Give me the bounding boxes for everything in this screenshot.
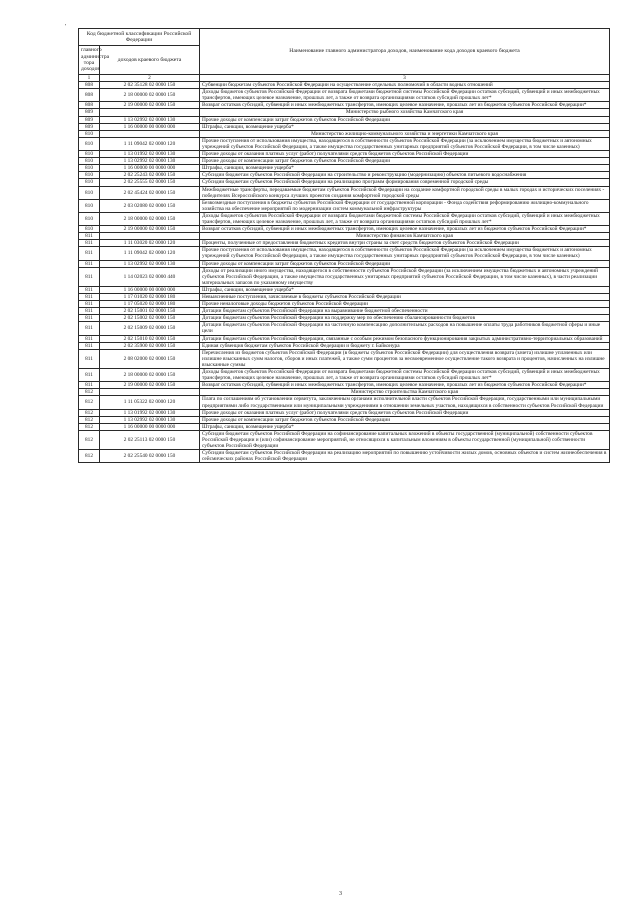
description-cell: Субсидии бюджетам субъектов Российской Федерации на строительство и реконструкцию (модернизацию) объектов питьевого водоснабжения (200, 172, 610, 179)
description-cell: Межбюджетные трансферты, передаваемые бюджетам субъектов Российской Федерации на создание комфортной городской среды в малых городах и исторических поселениях - победителях Всероссийского конкурса лучших проектов создания комфортной городской среды (200, 186, 610, 199)
admin-code-cell: 811 (79, 267, 100, 286)
table-row (79, 315, 610, 322)
income-code-cell: 2 19 00000 02 0000 150 (100, 382, 200, 389)
description-cell: Дотации бюджетам субъектов Российской Федерации на поддержку мер по обеспечению сбалансированности бюджетов (200, 315, 610, 322)
description-cell: Безвозмездные поступления в бюджеты субъектов Российской Федерации от государственной корпорации - Фонда содействия реформированию жилищно-коммунального хозяйства на обеспечение мероприятий по модернизации систем коммунальной инфраструктуры (200, 199, 610, 212)
header-row-group (79, 29, 610, 46)
income-code-cell: 2 02 15009 02 0000 150 (100, 322, 200, 335)
description-cell: Возврат остатков субсидий, субвенций и иных межбюджетных трансфертов, имеющих целевое назначение, прошлых лет из бюджетов субъектов Российской Федерации* (200, 382, 610, 389)
description-cell: Прочие доходы от компенсации затрат бюджетов субъектов Российской Федерации (200, 260, 610, 267)
description-cell: Штрафы, санкции, возмещение ущерба* (200, 123, 610, 130)
table-row (79, 199, 610, 212)
col-number-3: 3 (200, 75, 610, 82)
income-code-cell: 1 13 01992 02 0000 130 (100, 409, 200, 416)
admin-code-cell: 811 (79, 308, 100, 315)
income-code-cell: 2 02 45424 02 0000 150 (100, 186, 200, 199)
income-code-cell: 1 13 02992 02 0000 130 (100, 116, 200, 123)
income-code-cell: 2 19 00000 02 0000 150 (100, 226, 200, 233)
description-cell: Штрафы, санкции, возмещение ущерба* (200, 286, 610, 293)
table-row (79, 212, 610, 225)
income-code-cell: 1 16 00000 00 0000 000 (100, 423, 200, 430)
description-cell: Штрафы, санкции, возмещение ущерба* (200, 165, 610, 172)
ministry-row (79, 130, 610, 137)
description-cell: Прочие поступления от использования имущества, находящегося в собственности субъектов Российской Федерации (за исключением имущества бюджетных и автономных учреждений субъектов Российской Федерации, а также имущества государственных унитарных предприятий субъектов Российской Федерации, в том числе казенных) (200, 137, 610, 150)
income-code-cell: 2 02 15010 02 0000 150 (100, 335, 200, 342)
description-cell: Дотации бюджетам субъектов Российской Федерации, связанные с особым режимом безопасного функционирования закрытых административно-территориальных образований (200, 335, 610, 342)
table-row (79, 260, 610, 267)
admin-code-cell: 810 (79, 172, 100, 179)
admin-code-cell: 810 (79, 179, 100, 186)
table-row (79, 409, 610, 416)
income-code-cell: 1 11 09042 02 0000 120 (100, 247, 200, 260)
admin-code-cell: 811 (79, 286, 100, 293)
admin-code-cell: 810 (79, 186, 100, 199)
description-cell: Прочие неналоговые доходы бюджетов субъектов Российской Федерации (200, 301, 610, 308)
admin-code-cell: 811 (79, 240, 100, 247)
income-code-cell: 1 11 09042 02 0000 120 (100, 137, 200, 150)
admin-code-cell: 811 (79, 335, 100, 342)
admin-code-cell: 811 (79, 382, 100, 389)
table-row (79, 165, 610, 172)
table-row (79, 335, 610, 342)
table-row (79, 349, 610, 368)
income-code-cell: 2 02 25113 02 0000 150 (100, 430, 200, 449)
income-code-cell: 1 13 01992 02 0000 130 (100, 151, 200, 158)
income-code-cell: 1 11 05322 02 0000 120 (100, 396, 200, 409)
table-row (79, 151, 610, 158)
admin-code-cell: 809 (79, 123, 100, 130)
income-code-cell (100, 109, 200, 116)
income-code-cell: 1 16 00000 00 0000 000 (100, 286, 200, 293)
table-row (79, 308, 610, 315)
table-row (79, 267, 610, 286)
column-number-row (79, 75, 610, 82)
description-cell: Прочие доходы от оказания платных услуг (работ) получателями средств бюджетов субъектов Российской Федерации (200, 409, 610, 416)
admin-code-cell: 810 (79, 165, 100, 172)
admin-code-cell: 812 (79, 396, 100, 409)
admin-code-cell: 810 (79, 158, 100, 165)
admin-code-cell: 811 (79, 315, 100, 322)
income-code-cell: 1 13 02992 02 0000 130 (100, 260, 200, 267)
page-number: 3 (339, 891, 342, 897)
description-cell: Возврат остатков субсидий, субвенций и иных межбюджетных трансфертов, имеющих целевое назначение, прошлых лет из бюджетов субъектов Российской Федерации* (200, 102, 610, 109)
description-cell: Доходы бюджетов субъектов Российской Федерации от возврата бюджетами бюджетной системы Российской Федерации остатков субсидий, субвенций и иных межбюджетных трансфертов, имеющих целевое назначение, прошлых лет, а также от возврата организациями остатков субсидий прошлых лет* (200, 212, 610, 225)
admin-code-cell: 810 (79, 199, 100, 212)
description-cell: Проценты, полученные от предоставления бюджетных кредитов внутри страны за счет средств бюджетов субъектов Российской Федерации (200, 240, 610, 247)
description-cell: Субсидии бюджетам субъектов Российской Федерации на реализацию программ формирования современной городской среды (200, 179, 610, 186)
admin-code-cell: 810 (79, 226, 100, 233)
table-row (79, 423, 610, 430)
admin-code-cell: 812 (79, 389, 100, 396)
admin-code-cell: 812 (79, 430, 100, 449)
header-name-cell: Наименование главного администратора доходов, наименование кода доходов краевого бюджета (200, 29, 610, 75)
table-row (79, 369, 610, 382)
income-code-cell: 1 13 02992 02 0000 130 (100, 416, 200, 423)
admin-code-cell: 808 (79, 89, 100, 102)
income-code-cell: 2 02 15001 02 0000 150 (100, 308, 200, 315)
table-row (79, 82, 610, 89)
budget-table-sheet (78, 28, 610, 463)
income-code-cell: 1 17 05020 02 0000 180 (100, 301, 200, 308)
col-number-1: 1 (79, 75, 100, 82)
table-row (79, 247, 610, 260)
admin-code-cell: 811 (79, 369, 100, 382)
income-code-cell: 2 02 35128 02 0000 150 (100, 82, 200, 89)
income-code-cell: 1 14 02023 02 0000 440 (100, 267, 200, 286)
income-code-cell: 2 02 25555 02 0000 150 (100, 179, 200, 186)
margin-mark: ' (65, 24, 67, 30)
table-row (79, 89, 610, 102)
admin-code-cell: 810 (79, 130, 100, 137)
description-cell: Доходы бюджетов субъектов Российской Федерации от возврата бюджетами бюджетной системы Российской Федерации остатков субсидий, субвенций и иных межбюджетных трансфертов, имеющих целевое назначение, прошлых лет, а также от возврата организациями остатков субсидий прошлых лет* (200, 89, 610, 102)
admin-code-cell: 811 (79, 301, 100, 308)
table-row (79, 158, 610, 165)
table-row (79, 416, 610, 423)
income-code-cell: 2 18 00000 02 0000 150 (100, 212, 200, 225)
admin-code-cell: 812 (79, 409, 100, 416)
table-row (79, 450, 610, 463)
header-group-cell: Код бюджетной классификации Российской Федерации (79, 29, 200, 46)
description-cell: Штрафы, санкции, возмещение ущерба* (200, 423, 610, 430)
income-code-cell: 1 17 01020 02 0000 180 (100, 294, 200, 301)
admin-code-cell: 811 (79, 294, 100, 301)
description-cell: Министерство жилищно-коммунального хозяйства и энергетики Камчатского края (200, 130, 610, 137)
income-code-cell: 2 03 02080 02 0000 150 (100, 199, 200, 212)
description-cell: Невыясненные поступления, зачисляемые в бюджеты субъектов Российской Федерации (200, 294, 610, 301)
income-code-cell: 1 16 00000 00 0000 000 (100, 165, 200, 172)
table-row (79, 123, 610, 130)
description-cell: Прочие доходы от компенсации затрат бюджетов субъектов Российской Федерации (200, 116, 610, 123)
table-row (79, 294, 610, 301)
income-code-cell: 2 02 25243 02 0000 150 (100, 172, 200, 179)
table-row (79, 286, 610, 293)
table-row (79, 430, 610, 449)
admin-code-cell: 811 (79, 349, 100, 368)
description-cell: Прочие доходы от оказания платных услуг (работ) получателями средств бюджетов субъектов Российской Федерации (200, 151, 610, 158)
table-row (79, 226, 610, 233)
description-cell: Министерство рыбного хозяйства Камчатского края (200, 109, 610, 116)
admin-code-cell: 811 (79, 342, 100, 349)
income-code-cell: 2 18 00000 02 0000 150 (100, 369, 200, 382)
description-cell: Доходы бюджетов субъектов Российской Федерации от возврата бюджетами бюджетной системы Российской Федерации остатков субсидий, субвенций и иных межбюджетных трансфертов, имеющих целевое назначение, прошлых лет, а также от возврата организациями остатков субсидий прошлых лет* (200, 369, 610, 382)
income-code-cell: 2 18 00000 02 0000 150 (100, 89, 200, 102)
description-cell: Возврат остатков субсидий, субвенций и иных межбюджетных трансфертов, имеющих целевое назначение, прошлых лет из бюджетов субъектов Российской Федерации* (200, 226, 610, 233)
income-code-cell: 2 02 35900 02 0000 150 (100, 342, 200, 349)
admin-code-cell: 812 (79, 416, 100, 423)
admin-code-cell: 811 (79, 247, 100, 260)
header-admin-cell: главного администра тора доходов (79, 46, 100, 75)
description-cell: Доходы от реализации иного имущества, находящегося в собственности субъектов Российской Федерации (за исключением имущества бюджетных и автономных учреждений субъектов Российской Федерации, а также имущества государственных унитарных предприятий субъектов Российской Федерации, в том числе казенных), в части реализации материальных запасов по указанному имуществу (200, 267, 610, 286)
admin-code-cell: 812 (79, 423, 100, 430)
income-code-cell: 1 13 02992 02 0000 130 (100, 158, 200, 165)
admin-code-cell: 809 (79, 116, 100, 123)
description-cell: Прочие поступления от использования имущества, находящегося в собственности субъектов Российской Федерации (за исключением имущества бюджетных и автономных учреждений субъектов Российской Федерации, а также имущества государственных унитарных предприятий субъектов Российской Федерации, в том числе казенных) (200, 247, 610, 260)
income-code-cell: 2 08 02000 02 0000 150 (100, 349, 200, 368)
table-row (79, 396, 610, 409)
income-code-cell: 2 02 15002 02 0000 150 (100, 315, 200, 322)
admin-code-cell: 808 (79, 102, 100, 109)
table-row (79, 179, 610, 186)
table-row (79, 240, 610, 247)
table-row (79, 102, 610, 109)
description-cell: Единая субвенция бюджетам субъектов Российской Федерации и бюджету г. Байконура (200, 342, 610, 349)
admin-code-cell: 811 (79, 322, 100, 335)
admin-code-cell: 810 (79, 212, 100, 225)
table-row (79, 186, 610, 199)
income-code-cell (100, 233, 200, 240)
table-row (79, 382, 610, 389)
ministry-row (79, 233, 610, 240)
table-row (79, 342, 610, 349)
admin-code-cell: 810 (79, 151, 100, 158)
description-cell: Министерство финансов Камчатского края (200, 233, 610, 240)
table-row (79, 322, 610, 335)
admin-code-cell: 810 (79, 137, 100, 150)
income-code-cell: 2 19 00000 02 0000 150 (100, 102, 200, 109)
income-code-cell: 1 11 03020 02 0000 120 (100, 240, 200, 247)
description-cell: Субсидии бюджетам субъектов Российской Федерации на софинансирование капитальных вложений в объекты государственной (муниципальной) собственности субъектов Российской Федерации и (или) софинансирование мероприятий, не относящихся к капитальным вложениям в объекты государственной (муниципальной) собственности субъектов Российской Федерации (200, 430, 610, 449)
col-number-2: 2 (100, 75, 200, 82)
income-code-cell: 2 02 25540 02 0000 150 (100, 450, 200, 463)
description-cell: Дотации бюджетам субъектов Российской Федерации на выравнивание бюджетной обеспеченности (200, 308, 610, 315)
description-cell: Прочие доходы от компенсации затрат бюджетов субъектов Российской Федерации (200, 158, 610, 165)
budget-classification-table (78, 28, 610, 463)
table-row (79, 301, 610, 308)
income-code-cell (100, 130, 200, 137)
table-row (79, 116, 610, 123)
table-row (79, 137, 610, 150)
description-cell: Прочие доходы от компенсации затрат бюджетов субъектов Российской Федерации (200, 416, 610, 423)
ministry-row (79, 389, 610, 396)
admin-code-cell: 812 (79, 450, 100, 463)
header-income-cell: доходов краевого бюджета (100, 46, 200, 75)
table-row (79, 172, 610, 179)
description-cell: Субсидии бюджетам субъектов Российской Федерации на реализацию мероприятий по повышению устойчивости жилых домов, основных объектов и систем жизнеобеспечения в сейсмических районах Российской Федерации (200, 450, 610, 463)
ministry-row (79, 109, 610, 116)
description-cell: Субвенции бюджетам субъектов Российской Федерации на осуществление отдельных полномочий в области водных отношений (200, 82, 610, 89)
admin-code-cell: 808 (79, 82, 100, 89)
description-cell: Министерство строительства Камчатского края (200, 389, 610, 396)
admin-code-cell: 811 (79, 233, 100, 240)
income-code-cell (100, 389, 200, 396)
description-cell: Перечисления из бюджетов субъектов Российской Федерации (в бюджеты субъектов Российской Федерации) для осуществления возврата (зачета) излишне уплаченных или излишне взысканных сумм налогов, сборов и иных платежей, а также сумм процентов за несвоевременное осуществление такого возврата и процентов, начисленных на излишне взысканные суммы (200, 349, 610, 368)
description-cell: Плата по соглашениям об установлении сервитута, заключенным органами исполнительной власти субъектов Российской Федерации, государственными или муниципальными предприятиями либо государственными или муниципальными учреждениями в отношении земельных участков, находящихся в собственности субъектов Российской Федерации (200, 396, 610, 409)
income-code-cell: 1 16 00000 00 0000 000 (100, 123, 200, 130)
admin-code-cell: 811 (79, 260, 100, 267)
description-cell: Дотации бюджетам субъектов Российской Федерации на частичную компенсацию дополнительных расходов на повышение оплаты труда работников бюджетной сферы и иные цели (200, 322, 610, 335)
admin-code-cell: 809 (79, 109, 100, 116)
